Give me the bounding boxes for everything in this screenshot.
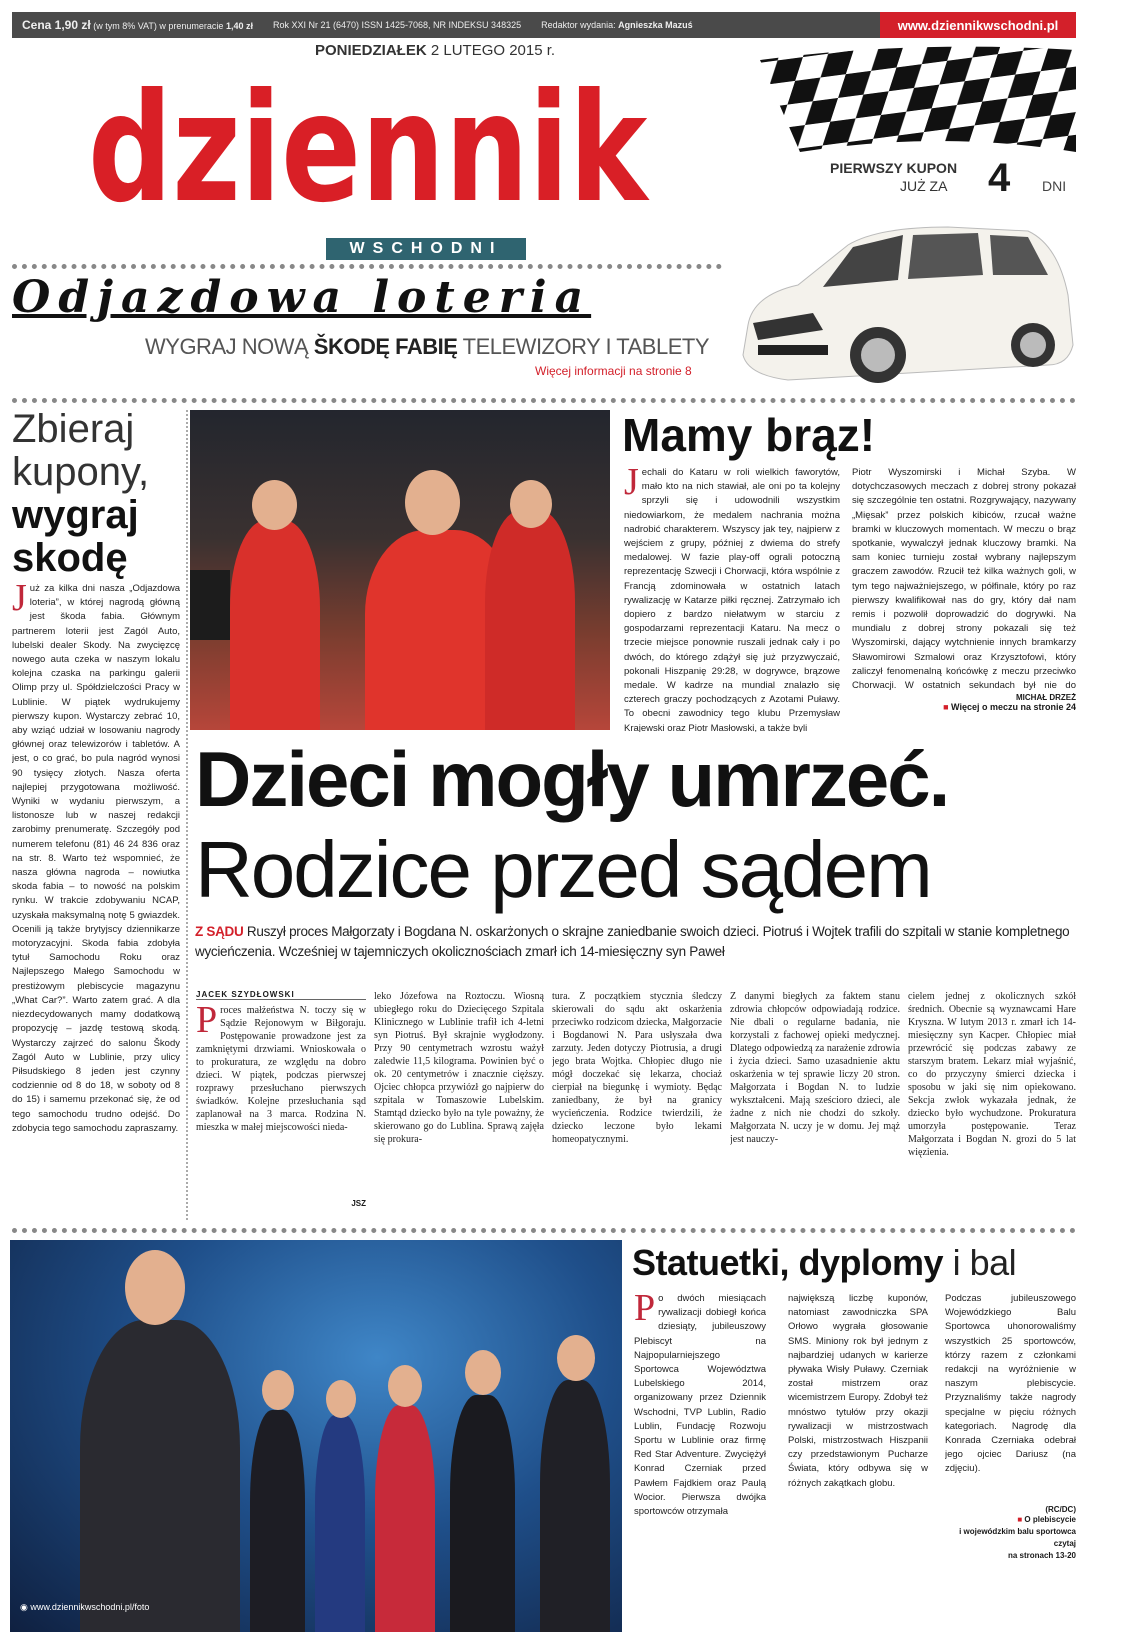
left-article-headline [12,408,182,580]
author-signature: MICHAŁ DRZEŻ [1016,693,1076,702]
day: PONIEDZIAŁEK [315,42,427,59]
article-text: echali do Kataru w roli wielkich faworytów, mało kto na nich stawiał, ale oni po ta kolejny sprzyli się i udowodnili wszystkim niedowiarkom, że medalem nachrania można nadrobić charakterem. Wszyscy jak tey, najpierw z wejściem z grupy, później z dwiema do strefy medalowej. W fazie play-off ograli potoczną reprezentację Szwecji i Chorwacji, która wspólnie z Francją zdominowała w ostatnich latach rywalizację w Katarze piłki ręcznej. Zatrzymało ich dopiero z bardzo niełatwym w starciu z gospodarzami reprezentacji Kataru. Na mecz o trzecie miejsce ponownie ruszali jednak cały i po dwóch, do którego zdążył się już przyzwyczaić, pokonali Hiszpanię 29:28, w dogrywce, brązowe medale. W kadrze na mundial znalazło się czterech graczy pochodzących z Azotami Puławy. To obecni zawodnicy tego klubu Przemysław Krajewski oraz Piotr Masłowski, a także byli [624,467,840,732]
main-column-4: Z danymi biegłych za faktem stanu zdrowia chłopców odpowiadają rodzice. Nie dbali o regularne badania, nie korzystali z fachowej opieki medycznej. Dlatego odpowiedzą za narażenie zdrowia i życia dzieci. Samo uzasadnienie aktu oskarżenia w tej sprawie liczy 20 stron. Małgorzata i Bogdan N. to ludzie wykształceni. Mają sześcioro dzieci, ale żadne z nich nie chodzi do szkoły. Małgorzata N. uczy je w domu. Jej mąż jest nauczy- [730,991,900,1145]
headline-part: Zbieraj kupony, [12,407,150,494]
subscription-price: 1,40 zł [225,21,253,31]
coupon-label: PIERWSZY KUPON [830,160,958,176]
article-text: Piotr Wyszomirski i Michał Szyba. W dotychczasowych meczach z dobrej strony pokazał się szczególnie ten ostatni. Rozgrywający, nazywany „Mięsak” przez polskich kibiców, rzucał ważne bramki w kluczowych momentach. W meczu o brąz spotkanie, wywalczył jednak kluczowy bramki. Na sam koniec turnieju został wybrany najlepszym graczem zawodów. Rzucił też kilka ważnych goli, w tym tego najważniejszego, w półfinale, który po raz pierwszy kwalifikował nas do gry, który dał nam remis i pozwolił doprowadzić do dogrywki. Na mundialu z dobrej strony pokazali się też Wyszomirski, dający wytchnienie innych bramkarzy Sławomirowi Szmalowi oraz Krzysztofowi, który zaliczył fenomenalną końcówkę z meczu przeciwko Chorwacji. W ostatnich sekundach był nie do [852,467,1076,692]
awards-gala-photo [10,1240,622,1632]
main-headline: Dzieci mogły umrzeć. [195,735,949,823]
lottery-prizes [145,334,709,360]
main-column-3: tura. Z początkiem stycznia śledczy skierowali do sądu akt oskarżenia przeciwko rodzicom dziecka, Małgorzacie i Bogdanowi N. Para usłyszała dwa zarzuty. Jeden dotyczy Piotrusia, a drugi jego brata Wojtka. Chłopiec długo nie mógł doczekać się lekarza, chociaż cierpiał na biegunkę i wymioty. Będąc zaniedbany, że był na granicy wycieńczenia. Rodzice twierdzili, że dziecko leczone było lekami homeopatycznymi. [552,991,722,1145]
coupon-unit: DNI [1042,178,1067,194]
author-signature: (RC/DC) [1045,1505,1076,1514]
handball-team-photo [190,410,610,730]
logo-subtitle: WSCHODNI [326,238,526,260]
lottery-title: Odjazdowa loteria [12,272,592,323]
author-signature: JSZ [351,1199,366,1208]
continued-text: O plebiscycie [1024,1515,1076,1524]
awards-column-2: największą liczbę kuponów, natomiast zawodniczka SPA Orłowo wygrała głosowanie SMS. Miniony rok był jednym z najbardziej udanych w karierze pływaka Wisły Puławy. Czerniak został mistrzem oraz wicemistrzem Europy. Zdobył też mnóstwo tytułów przy okazji rywalizacji w mistrzostwach Polski, mistrzostwach Hiszpanii czy przedstawionym Pucharze Świata, który odbywa się w różnych zakątkach globu. [788,1293,928,1489]
drop-cap: P [196,1004,218,1041]
main-column-2: leko Józefowa na Roztoczu. Wiosną ubiegłego roku do Dziecięcego Szpitala Klinicznego w Lublinie trafił ich 4-letni syn Piotruś. Był skrajnie wygłodzony. Przy 90 centymetrach wzrostu ważył zaledwie 11,5 kilograma. Powinien być o ok. 20 centymetrów i znacznie cięższy. Ojciec chłopca przywiózł go najpierw do szpitala w Tomaszowie Lubelskim. Stamtąd dziecko było na tyle poważny, że skierowano go do Lublina. Sprawą zajęła się prokura- [374,991,544,1145]
issue-date [315,42,555,59]
headline-part-light: i bal [952,1242,1017,1283]
lottery-more-link[interactable]: Więcej informacji na stronie 8 [535,364,692,378]
coupon-sub: JUŻ ZA [900,178,948,194]
prize-other: TELEWIZORY I TABLETY [462,334,709,359]
car-image [728,205,1078,395]
main-lead [195,922,1075,962]
headline-part: Statuetki, dyplomy [632,1242,944,1283]
column-divider [186,410,188,1220]
checkered-flag-icon [760,40,1076,152]
divider [12,264,722,269]
continued-text: Więcej o meczu na stronie 24 [951,702,1076,712]
main-column-5: cielem jednej z okolicznych szkół średnich. Obecnie są wyznawcami Hare Kryszna. W lutym 2013 r. zmarł ich 14-miesięczny syn Kacper. Chłopiec miał przewrócić się podczas zabawy ze starszym bratem. Lekarz miał wyjaśnić, co do przyczyny śmierci dziecka i sposobu w jaki się nim opiekowano. Sekcja zwłok wykazała jednak, że dziecko było wychudzone. Prokuratura umorzyła postępowanie. Teraz Małgorzata i Bogdan N. grozi do 5 lat więzienia. [908,991,1076,1158]
section-kicker: Z SĄDU [195,924,244,939]
price: Cena 1,90 zł [22,18,91,32]
editor-label: Redaktor wydania: [541,20,616,30]
article-text: o dwóch miesiącach rywalizacji dobiegł końca dziesiąty, jubileuszowy Plebiscyt na Najpopularniejszego Sportowca Województwa Lubelskiego 2014, organizowany przez Dziennik Wschodni, TVP Lublin, Radio Lublin, Fundację Rozwoju Sportu w Lublinie oraz firmę Red Star Adventure. Zwyciężył Konrad Czerniak przed Pawłem Fajdkiem oraz Paulą Wocior. Pierwsza dwójka sportowców otrzymała [634,1293,766,1518]
sport-column-2 [852,466,1076,738]
issue-info: Rok XXI Nr 21 (6470) ISSN 1425-7068, NR INDEKSU 348325 [272,20,522,30]
price-note: (w tym 8% VAT) w prenumeracie [93,21,224,31]
byline: JACEK SZYDŁOWSKI [196,990,366,1000]
coupon-days: 4 [988,156,1011,200]
main-subheadline: Rodzice przed sądem [195,825,931,914]
drop-cap: J [12,582,27,619]
lead-text: Ruszył proces Małgorzaty i Bogdana N. oskarżonych o skrajne zaniedbanie swoich dzieci. Piotruś i Wojtek trafili do szpitali w stanie kompletnego wycieńczenia. Wcześniej w tajemniczych okolicznościach zmarł ich 14-miesięczny syn Paweł [195,924,1070,959]
drop-cap: J [624,466,639,503]
coupon-countdown [820,158,1080,198]
divider [12,398,1076,403]
awards-column-1 [634,1292,766,1622]
awards-column-3 [945,1292,1076,1622]
article-text: Podczas jubileuszowego Wojewódzkiego Balu Sportowca uhonorowaliśmy wszystkich 25 sportowców, którzy razem z członkami redakcji na wyróżnienie w naszym plebiscycie. Przyznaliśmy także nagrody specjalne w pięciu różnych kategoriach. Nagrodę dla Konrada Czerniaka odebrał jego ojciec Dariusz (na zdjęciu). [945,1293,1076,1475]
sport-headline: Mamy brąz! [622,409,876,461]
prize-car: ŠKODĘ FABIĘ [313,334,458,359]
main-column-1 [196,990,366,1220]
continued-link[interactable]: ■ O plebiscycie i wojewódzkim balu sportowca czytaj na stronach 13-20 [959,1515,1076,1560]
left-article-body [12,582,180,1220]
newspaper-logo: dziennik [88,62,648,236]
headline-part-bold: wygraj skodę [12,493,139,580]
article-text: uż za kilka dni nasza „Odjazdowa loteria”, w której nagrodą główną jest škoda fabia. Głównym partnerem loterii jest Zagól Auto, lubelski dealer Skody. Na zwycięzcę nowego auta czeka w naszym lokalu kolejna czaska na parkingu galerii Olimp przy ul. Spółdzielczości Pracy w Lublinie. W piątek wydrukujemy pierwszy kupon. Wystarczy zebrać 10, aby wziąć udział w losowaniu nagrody głównej oraz telewizorów i tabletów. A jest, o co grać, bo pula nagród wynosi 90 tysięcy złotych. Nasza oferta najlepiej przygotowana możliwość. Wyniki w wydaniu pierwszym, a listonosze lub w naszej redakcji zarobimy prenumeratę. Szczegóły pod numerem telefonu (81) 46 24 836 oraz na str. 8. Warto też wspomnieć, że nasza główna nagroda – nowiutka skoda fabia – to nowość na polskim rynku. W trakcie zdobywaniu NCAP, uzyskała maksymalną notę 5 gwiazdek. Ocenili ją także brytyjscy dziennikarze motoryzacyjni. Skoda fabia zdobyła tytuł Samochodu Roku oraz Najlepszego Małego Samochodu w prestiżowym plebiscycie magazynu „What Car?”. Warto zatem grać. A dla niezdecydowanych mamy dodatkową propozycję – jazdę testową skodą. Wystarczy zajrzeć do salonu Škody Zagól Auto w Lublinie, przy ulicy Piłsudskiego 8 jeden jest czynny codziennie od 8 do 18, w soboty od 8 do 15) i samemu przekonać się, że od tego samochodu trudno odejść. Do zdobycia tego samochodu zapraszamy. [12,583,180,1134]
website-link[interactable]: www.dziennikwschodni.pl [880,12,1076,38]
awards-headline [632,1242,1016,1284]
date: 2 LUTEGO 2015 r. [430,42,556,59]
photo-credit-text: www.dziennikwschodni.pl/foto [30,1602,150,1612]
sport-column-1 [624,466,840,732]
prize-text: WYGRAJ NOWĄ [145,334,309,359]
continued-link[interactable]: ■ Więcej o meczu na stronie 24 [943,702,1076,712]
photo-credit: ◉ www.dziennikwschodni.pl/foto [20,1602,150,1612]
drop-cap: P [634,1292,656,1329]
divider [12,1228,1076,1233]
continued-text: i wojewódzkim balu sportowca czytaj [959,1527,1076,1548]
editor-name: Agnieszka Mazuś [618,20,693,30]
article-text: roces małżeństwa N. toczy się w Sądzie Rejonowym w Biłgoraju. Postępowanie prowadzone jest za zamkniętymi drzwiami. Wnioskowała o to prokuratura, ze względu na dobro dzieci. W piątek, podczas pierwszej rozprawy przesłuchano pierwszych świadków. Kolejne przesłuchania sąd zaplanował na 3 marca. Rodzina N. mieszka w małej miejscowości nieda- [196,1005,366,1133]
continued-pages: na stronach 13-20 [1007,1551,1076,1560]
top-info-bar [12,12,1076,38]
